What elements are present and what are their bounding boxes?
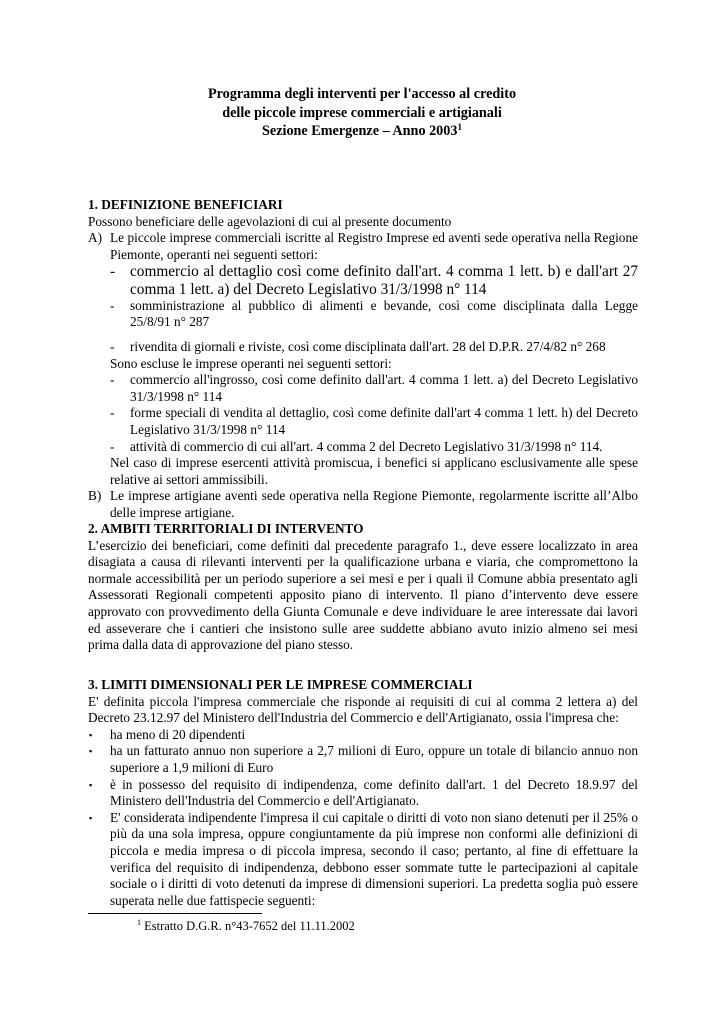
excluded-sector-text: attività di commercio di cui all'art. 4 comma 2 del Decreto Legislativo 31/3/1998 n° 114. — [130, 438, 603, 454]
section-1 — [88, 197, 638, 522]
section-1-heading: 1. DEFINIZIONE BENEFICIARI — [88, 197, 283, 212]
section-2-text: L’esercizio dei beneficiari, come definiti dal precedente paragrafo 1., deve essere localizzato in area disagiata a causa di rilevanti interventi per la qualificazione urbana e viaria, che compromettono la normale accessibilità per un periodo superiore a sei mesi e per i quali il Comune abbia presentato agli Assessorati Regionali competenti apposito piano di intervento. Il piano d’intervento deve essere approvato con provvedimento della Giunta Comunale e deve individuare le aree interessate dai lavori ed asseverare che i cantieri che insistono sulle aree suddette abbiano avuto inizio almeno sei mesi prima dalla data di approvazione del piano stesso. — [88, 537, 638, 653]
bullet-marker: ▪ — [89, 729, 93, 740]
requirement-item — [88, 743, 638, 776]
requirement-text: è in possesso del requisito di indipendenza, come definito dall'art. 1 del Decreto 18.9.97 del Ministero dell'Industria del Commercio e dell'Artigianato. — [110, 776, 638, 809]
item-a-label: A) — [88, 230, 103, 246]
section-2-heading: 2. AMBITI TERRITORIALI DI INTERVENTO — [88, 521, 364, 536]
section-3-heading: 3. LIMITI DIMENSIONALI PER LE IMPRESE COMMERCIALI — [88, 677, 473, 692]
excluded-sector — [110, 439, 638, 456]
footnote-text: Estratto D.G.R. n°43-7652 del 11.11.2002 — [144, 919, 355, 933]
included-sector — [110, 263, 638, 297]
requirement-item — [88, 810, 638, 910]
item-b-text: Le imprese artigiane aventi sede operativa nella Regione Piemonte, regolarmente iscritte all’Albo delle imprese artigiane. — [110, 488, 638, 520]
section-3-intro: E' definita piccola l'impresa commerciale che risponde ai requisiti di cui al comma 2 lettera a) del Decreto 23.12.97 del Ministero dell'Industria del Commercio e dell'Artigianato, ossia l'impresa che: — [88, 693, 638, 726]
bullet-marker: ▪ — [89, 812, 93, 823]
excluded-sector — [110, 405, 638, 438]
footnote-mark: 1 — [137, 918, 141, 927]
excluded-sector — [110, 372, 638, 405]
document-title — [150, 85, 574, 141]
section-3 — [88, 677, 638, 909]
requirement-text: ha meno di 20 dipendenti — [110, 726, 246, 742]
dash-marker: - — [110, 372, 115, 388]
dash-marker: - — [110, 438, 115, 454]
requirement-text: ha un fatturato annuo non superiore a 2,7 milioni di Euro, oppure un totale di bilancio annuo non superiore a 1,9 milioni di Euro — [110, 743, 638, 775]
requirement-item — [88, 727, 638, 744]
item-b — [88, 488, 638, 521]
title-line-2: delle piccole imprese commerciali e artigianali — [222, 104, 502, 121]
dash-marker: - — [110, 263, 116, 281]
requirement-item — [88, 777, 638, 810]
footnote-separator — [88, 913, 262, 914]
included-sector-text: somministrazione al pubblico di alimenti e bevande, così come disciplinata dalla Legge 25/8/91 n° 287 — [130, 297, 638, 330]
dash-marker: - — [110, 297, 115, 313]
included-sector-text: commercio al dettaglio così come definito dall'art. 4 comma 1 lett. b) e dall'art 27 comma 1 lett. a) del Decreto Legislativo 31/3/1998 n° 114 — [130, 263, 638, 298]
excluded-sector-text: forme speciali di vendita al dettaglio, così come definite dall'art 4 comma 1 lett. h) del Decreto Legislativo 31/3/1998 n° 114 — [130, 405, 638, 437]
excluded-intro: Sono escluse le imprese operanti nei seguenti settori: — [110, 355, 392, 371]
excluded-sector-text: commercio all'ingrosso, così come definito dall'art. 4 comma 1 lett. a) del Decreto Legislativo 31/3/1998 n° 114 — [130, 372, 638, 404]
requirement-text: E' considerata indipendente l'impresa il cui capitale o diritti di voto non siano detenuti per il 25% o più da una sola impresa, oppure congiuntamente da più imprese non conformi alle definizioni di piccola e media impresa o di piccola impresa, secondo il caso; pertanto, al fine di effettuare la verifica del requisito di indipendenza, debbono esser sommate tutte le partecipazioni al capitale sociale o i diritti di voto detenuti da imprese di dimensioni superiori. La predetta soglia può essere superata nelle due fattispecie seguenti: — [110, 809, 638, 908]
footnote-reference[interactable]: 1 — [457, 122, 462, 132]
title-line-3-text: Sezione Emergenze – Anno 2003 — [262, 123, 458, 139]
item-b-label: B) — [88, 488, 102, 504]
included-sector — [110, 339, 638, 356]
title-line-3 — [150, 122, 574, 141]
dash-marker: - — [110, 405, 115, 421]
title-line-1: Programma degli interventi per l'accesso al credito — [207, 86, 517, 102]
footnote — [137, 918, 355, 934]
section-1-intro: Possono beneficiare delle agevolazioni di cui al presente documento — [88, 213, 452, 229]
bullet-marker: ▪ — [89, 746, 93, 757]
mixed-activity-note: Nel caso di imprese esercenti attività promiscua, i benefici si applicano esclusivamente alle spese relative ai settori ammissibili. — [110, 455, 638, 487]
section-2 — [88, 521, 638, 654]
bullet-marker: ▪ — [89, 779, 93, 790]
included-sector — [110, 298, 638, 331]
item-a — [88, 230, 638, 488]
item-a-text: Le piccole imprese commerciali iscritte al Registro Imprese ed aventi sede operativa nella Regione Piemonte, operanti nei seguenti settori: — [110, 230, 638, 262]
included-sector-text: rivendita di giornali e riviste, così come disciplinata dall'art. 28 del D.P.R. 27/4/82 n° 268 — [130, 338, 606, 354]
dash-marker: - — [110, 338, 115, 354]
